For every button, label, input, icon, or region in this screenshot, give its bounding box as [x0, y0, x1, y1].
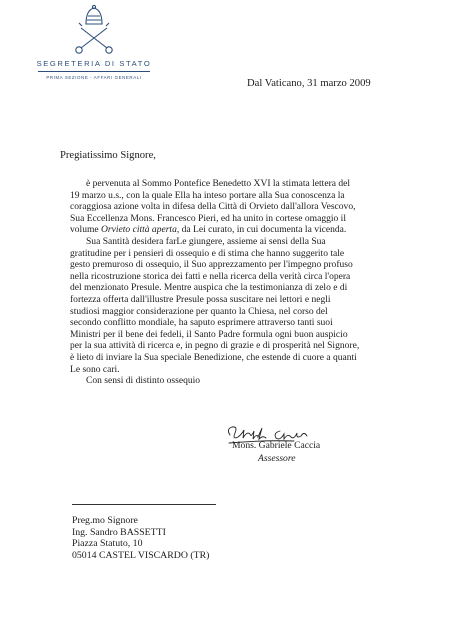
recipient-street: Piazza Statuto, 10 — [72, 538, 143, 550]
body-line: coraggiosa azione volta in difesa della Città di Orvieto dall'allora Vescovo, — [70, 201, 356, 213]
body-line: nella ricostruzione storica dei fatti e nella ricerca della verità circa l'opera — [70, 270, 351, 282]
signatory-name: Mons. Gabriele Caccia — [232, 440, 321, 451]
letter-body — [70, 178, 388, 387]
book-title: Orvieto città aperta — [101, 224, 177, 236]
address-divider — [72, 504, 216, 505]
body-line: studiosi maggior considerazione per quanto la Chiesa, nel corso del — [70, 305, 328, 317]
recipient-salutation: Preg.mo Signore — [72, 515, 138, 526]
recipient-city: 05014 CASTEL VISCARDO (TR) — [72, 550, 210, 562]
body-line: Ministri per il bene dei fedeli, il Santo Padre formula ogni buon auspicio — [70, 328, 348, 340]
recipient-address — [72, 515, 209, 562]
body-line: per la sua attività di ricerca e, in pegno di grazie e di prosperità nel Signore, — [70, 340, 360, 352]
body-line: gratitudine per i pensieri di ossequio e di stima che hanno suggerito tale — [70, 247, 345, 259]
letterhead-office: SEGRETERIA DI STATO — [36, 59, 152, 68]
body-line — [70, 224, 388, 236]
signatory-title: Assessore — [258, 453, 296, 464]
letter-date: Dal Vaticano, 31 marzo 2009 — [247, 78, 371, 89]
body-text: , da Lei curato, in cui documenta la vicenda. — [176, 224, 347, 236]
body-line: secondo conflitto mondiale, ha saputo esprimere attraverso tanti suoi — [70, 317, 333, 329]
body-line: 19 marzo u.s., con la quale Ella ha inteso portare alla Sua conoscenza la — [70, 189, 345, 201]
closing: Con sensi di distinto ossequio — [86, 375, 201, 387]
body-line: Sua Eccellenza Mons. Francesco Pieri, ed ha unito in cortese omaggio il — [70, 212, 346, 224]
body-line: è pervenuta al Sommo Pontefice Benedetto XVI la stimata lettera del — [86, 178, 351, 189]
letterhead-divider — [38, 71, 150, 72]
body-line: gesto premuroso di ossequio, il Suo apprezzamento per l'impegno profuso — [70, 259, 353, 271]
body-line: Sua Santità desidera farLe giungere, assieme ai sensi della Sua — [86, 235, 326, 247]
body-text: volume — [70, 224, 102, 236]
body-line: è lieto di inviare la Sua speciale Benedizione, che estende di cuore a quanti — [70, 351, 357, 363]
body-line: del menzionato Presule. Mentre auspica che la testimonianza di zelo e di — [70, 282, 348, 294]
papal-keys-emblem — [72, 4, 116, 56]
body-line: fortezza offerta dall'illustre Presule possa suscitare nei lettori e negli — [70, 293, 331, 305]
salutation: Pregiatissimo Signore, — [60, 150, 156, 161]
body-line: Le sono cari. — [70, 363, 120, 375]
letterhead-section: PRIMA SEZIONE - AFFARI GENERALI — [46, 75, 142, 80]
recipient-name: Ing. Sandro BASSETTI — [72, 526, 166, 538]
